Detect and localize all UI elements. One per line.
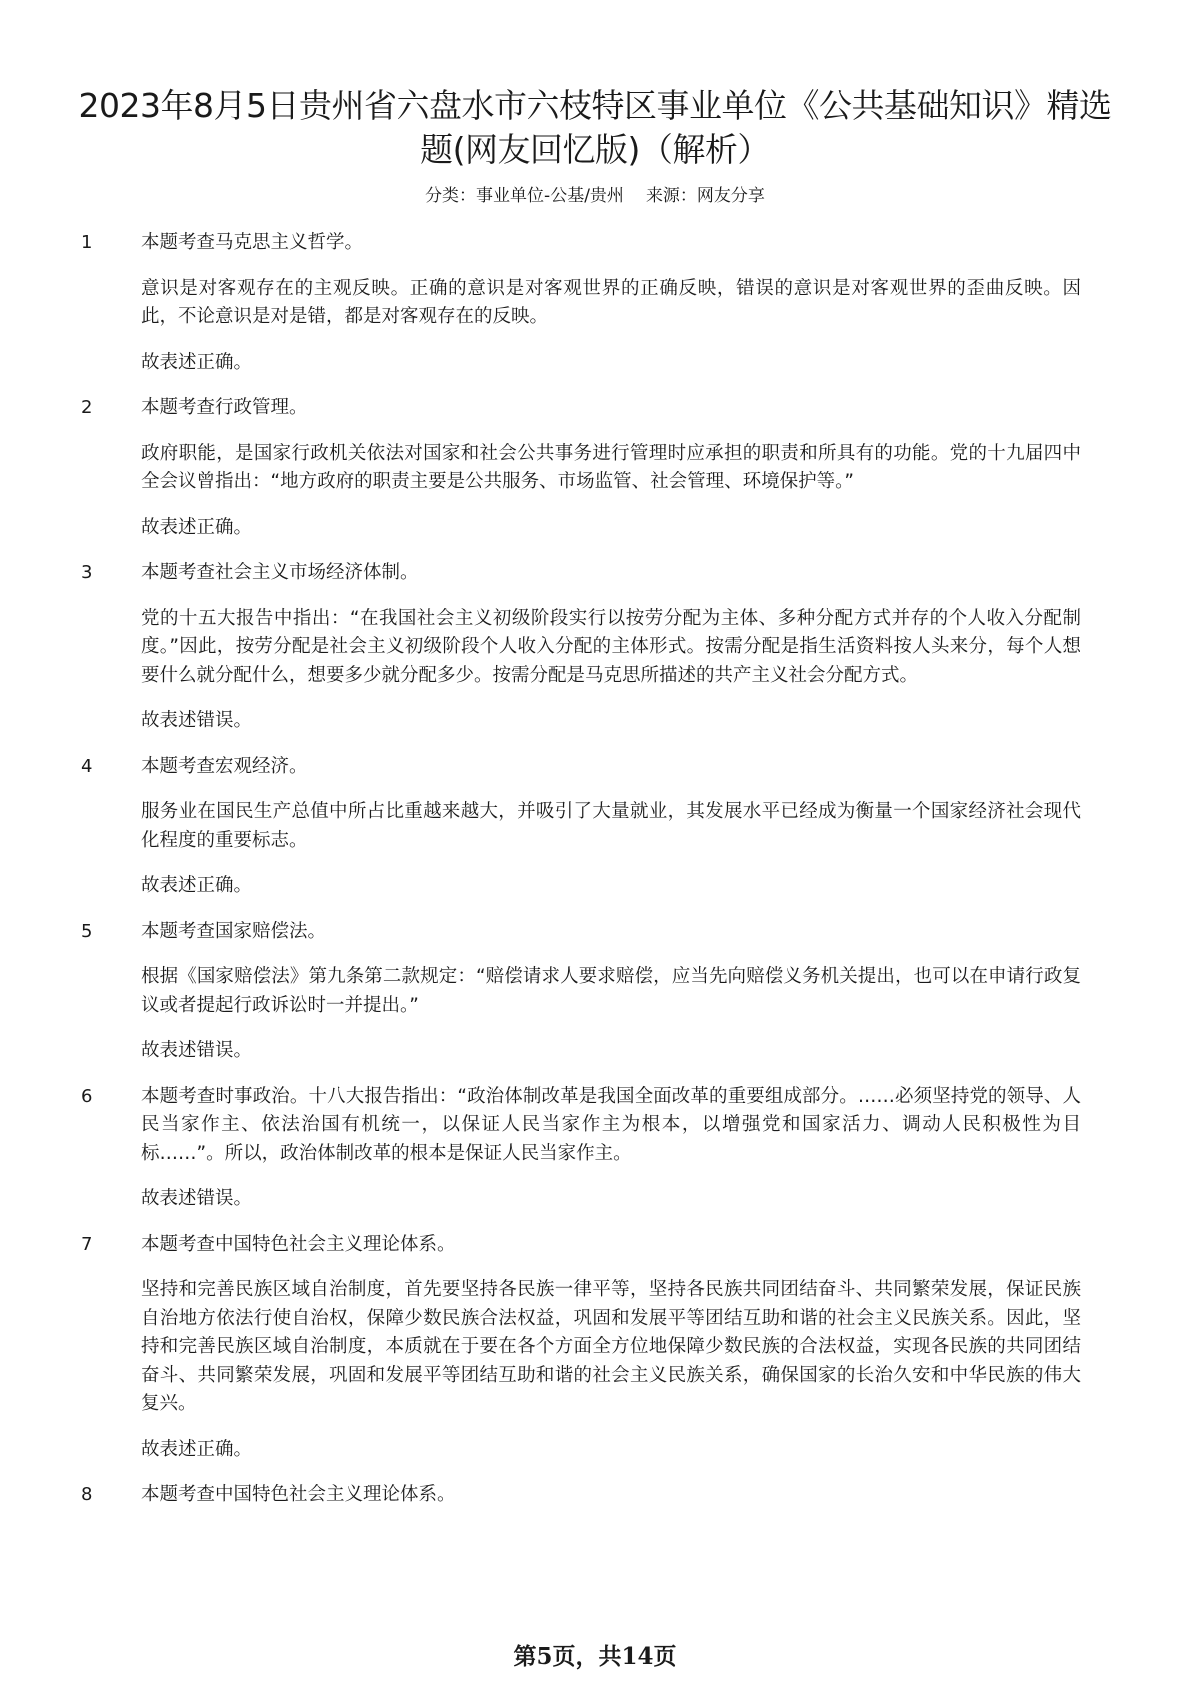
answer-item (0, 1231, 1190, 1465)
item-paragraph: 政府职能，是国家行政机关依法对国家和社会公共事务进行管理时应承担的职责和所具有的功能。党的十九届四中全会议曾指出：“地方政府的职责主要是公共服务、市场监管、社会管理、环境保护等。” (141, 442, 1081, 492)
item-number: 5 (81, 920, 93, 942)
item-topic: 本题考查中国特色社会主义理论体系。 (141, 1233, 456, 1255)
item-number: 1 (81, 232, 93, 253)
item-paragraph: 故表述错误。 (141, 710, 253, 731)
item-paragraph: 故表述错误。 (141, 1040, 253, 1061)
item-number: 2 (81, 397, 93, 418)
item-topic: 本题考查宏观经济。 (141, 755, 308, 777)
answer-list (0, 229, 1190, 1527)
item-paragraph: 故表述正确。 (141, 1438, 253, 1460)
item-paragraph: 根据《国家赔偿法》第九条第二款规定：“赔偿请求人要求赔偿，应当先向赔偿义务机关提出，也可以在申请行政复议或者提起行政诉讼时一并提出。” (141, 966, 1081, 1016)
item-paragraph: 坚持和完善民族区域自治制度，首先要坚持各民族一律平等，坚持各民族共同团结奋斗、共同繁荣发展，保证民族自治地方依法行使自治权，保障少数民族合法权益，巩固和发展平等团结互助和谐的社会主义民族关系。因此，坚持和完善民族区域自治制度，本质就在于要在各个方面全方位地保障少数民族的合法权益，实现各民族的共同团结奋斗、共同繁荣发展，巩固和发展平等团结互助和谐的社会主义民族关系，确保国家的长治久安和中华民族的伟大复兴。 (141, 1279, 1081, 1414)
source-label: 来源：网友分享 (645, 186, 765, 206)
page-number: 第5页，共14页 (513, 1643, 677, 1670)
item-paragraph: 故表述正确。 (141, 516, 253, 538)
answer-item (0, 559, 1190, 736)
answer-item (0, 394, 1190, 542)
item-paragraph: 故表述错误。 (141, 1188, 253, 1209)
page-title: 2023年8月5日贵州省六盘水市六枝特区事业单位《公共基础知识》精选题(网友回忆版)（解析） (78, 86, 1112, 169)
item-paragraph: 故表述正确。 (141, 351, 253, 373)
category-label: 分类：事业单位-公基/贵州 (425, 186, 624, 206)
item-topic: 本题考查中国特色社会主义理论体系。 (141, 1484, 456, 1505)
item-number: 3 (81, 562, 93, 583)
item-topic: 本题考查马克思主义哲学。 (141, 232, 364, 253)
item-number: 6 (81, 1085, 93, 1107)
item-number: 7 (81, 1233, 93, 1255)
answer-item (0, 1481, 1190, 1510)
item-topic: 本题考查行政管理。 (141, 397, 308, 418)
item-topic: 本题考查时事政治。十八大报告指出：“政治体制改革是我国全面改革的重要组成部分。……必须坚持党的领导、人民当家作主、依法治国有机统一，以保证人民当家作主为根本，以增强党和国家活力、调动人民积极性为目标……”。所以，政治体制改革的根本是保证人民当家作主。 (141, 1085, 1081, 1164)
item-number: 8 (81, 1484, 93, 1505)
item-paragraph: 故表述正确。 (141, 875, 253, 896)
item-topic: 本题考查社会主义市场经济体制。 (141, 562, 419, 583)
item-paragraph: 服务业在国民生产总值中所占比重越来越大，并吸引了大量就业，其发展水平已经成为衡量一个国家经济社会现代化程度的重要标志。 (141, 801, 1081, 851)
item-topic: 本题考查国家赔偿法。 (141, 920, 327, 942)
answer-item (0, 1083, 1190, 1214)
item-paragraph: 意识是对客观存在的主观反映。正确的意识是对客观世界的正确反映，错误的意识是对客观世界的歪曲反映。因此，不论意识是对是错，都是对客观存在的反映。 (141, 277, 1081, 327)
document-meta (0, 184, 1190, 208)
answer-item (0, 918, 1190, 1066)
item-number: 4 (81, 755, 93, 777)
item-paragraph: 党的十五大报告中指出：“在我国社会主义初级阶段实行以按劳分配为主体、多种分配方式并存的个人收入分配制度。”因此，按劳分配是社会主义初级阶段个人收入分配的主体形式。按需分配是指生活资料按人头来分，每个人想要什么就分配什么，想要多少就分配多少。按需分配是马克思所描述的共产主义社会分配方式。 (141, 607, 1081, 686)
answer-item (0, 229, 1190, 377)
answer-item (0, 753, 1190, 901)
